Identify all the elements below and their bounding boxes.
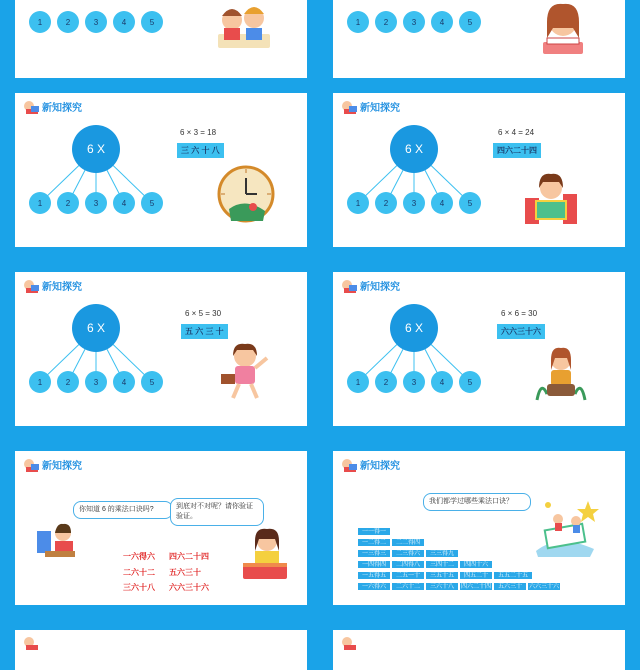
slide-3 [15,93,307,247]
slide-1 [15,0,307,78]
rhyme-badge: 四六二十四 [493,143,541,158]
kid-icon [23,458,39,472]
question-bubble: 你知道 6 的乘法口诀吗? [73,501,173,519]
chant-item: 二六十二 [123,568,155,577]
staircase-cell: 三六十八 [425,582,459,591]
section-header: 新知探究 [341,99,400,114]
multiplication-tree [333,93,625,247]
number-label: 4 [439,18,445,27]
equation: 6 × 5 = 30 [185,309,222,318]
kid-icon [341,458,357,472]
section-header: 新知探究 [341,457,400,472]
section-header: 新知探究 [23,457,82,472]
chant-item: 五六三十 [169,568,201,577]
staircase-cell: 一五得五 [357,571,391,580]
staircase-cell: 三五十五 [425,571,459,580]
girl-waving-illustration [215,340,273,402]
number-label: 3 [411,378,417,387]
staircase-cell: 二三得六 [391,549,425,558]
kid-icon [341,636,357,650]
center-label: 6 X [86,142,106,156]
slide-2 [333,0,625,78]
staircase-cell: 一四得四 [357,560,391,569]
equation: 6 × 4 = 24 [498,128,535,137]
number-label: 5 [149,378,155,387]
number-label: 1 [37,378,43,387]
number-label: 2 [65,199,71,208]
staircase-cell: 四四十六 [459,560,493,569]
number-label: 5 [467,199,473,208]
staircase-cell: 一三得三 [357,549,391,558]
girl-sitting-illustration [533,344,589,406]
number-label: 2 [65,18,71,27]
number-label: 4 [121,199,127,208]
girl-with-books-illustration [521,168,581,228]
number-label: 3 [93,378,99,387]
staircase-cell: 二六十二 [391,582,425,591]
chant-item: 三六十八 [123,583,155,592]
rhyme-badge: 六六三十六 [497,324,545,339]
number-label: 3 [93,199,99,208]
number-label: 4 [121,18,127,27]
staircase-cell: 二二得四 [391,538,425,547]
number-label: 5 [467,378,473,387]
section-header: 新知探究 [341,278,400,293]
number-label: 5 [149,18,155,27]
kid-icon [23,636,39,650]
number-label: 1 [37,18,43,27]
slide-7 [15,451,307,605]
rhyme-badge: 五 六 三 十 [181,324,228,339]
number-label: 2 [383,378,389,387]
slide-6 [333,272,625,426]
question-bubble: 我们都学过哪些乘法口诀？ [423,493,531,511]
number-label: 3 [411,18,417,27]
slide-9 [15,630,307,670]
girl-reading-illustration [533,0,593,60]
staircase-cell: 三四十二 [425,560,459,569]
section-header [23,636,39,650]
staircase-cell: 四五二十 [459,571,493,580]
staircase-cell: 三三得九 [425,549,459,558]
center-label: 6 X [86,321,106,335]
slide-10 [333,630,625,670]
number-label: 3 [411,199,417,208]
number-label: 5 [467,18,473,27]
equation: 6 × 6 = 30 [501,309,538,318]
number-label: 2 [383,18,389,27]
number-label: 4 [439,199,445,208]
number-label: 2 [65,378,71,387]
slide-4 [333,93,625,247]
number-label: 2 [383,199,389,208]
number-label: 4 [439,378,445,387]
clock-illustration [215,163,277,225]
verify-bubble: 到底对不对呢？请你验证验证。 [170,498,264,526]
slide-5 [15,272,307,426]
section-header: 新知探究 [23,278,82,293]
girl-with-book-illustration [237,527,293,585]
staircase-cell: 四六二十四 [460,584,491,590]
number-label: 1 [37,199,43,208]
staircase-cell: 五六三十 [493,582,527,591]
number-label: 1 [355,18,361,27]
number-label: 1 [355,378,361,387]
boy-reading-illustration [35,521,81,561]
number-label: 1 [355,199,361,208]
number-circles [347,11,481,33]
equation: 6 × 3 = 18 [180,128,217,137]
staircase-cell: 二五一十 [391,571,425,580]
number-circles [29,11,163,33]
chant-item: 一六得六 [123,552,155,561]
number-label: 4 [121,378,127,387]
center-label: 6 X [404,142,424,156]
slide-8 [333,451,625,605]
staircase-cell: 一一得一 [357,527,391,536]
staircase-cell: 二四得八 [391,560,425,569]
staircase-cell: 六六三十六 [528,584,559,590]
rhyme-badge: 三 六 十 八 [177,143,224,158]
section-header: 新知探究 [23,99,82,114]
number-label: 3 [93,18,99,27]
kids-reading-illustration [210,0,278,58]
staircase-cell: 一六得六 [357,582,391,591]
staircase-cell: 五五二十五 [493,571,533,580]
chant-item: 六六三十六 [169,583,209,592]
center-label: 6 X [404,321,424,335]
section-header [341,636,357,650]
kids-on-book-illustration [528,491,603,563]
chant-item: 四六二十四 [169,552,209,561]
staircase-cell: 一二得二 [357,538,391,547]
number-label: 5 [149,199,155,208]
